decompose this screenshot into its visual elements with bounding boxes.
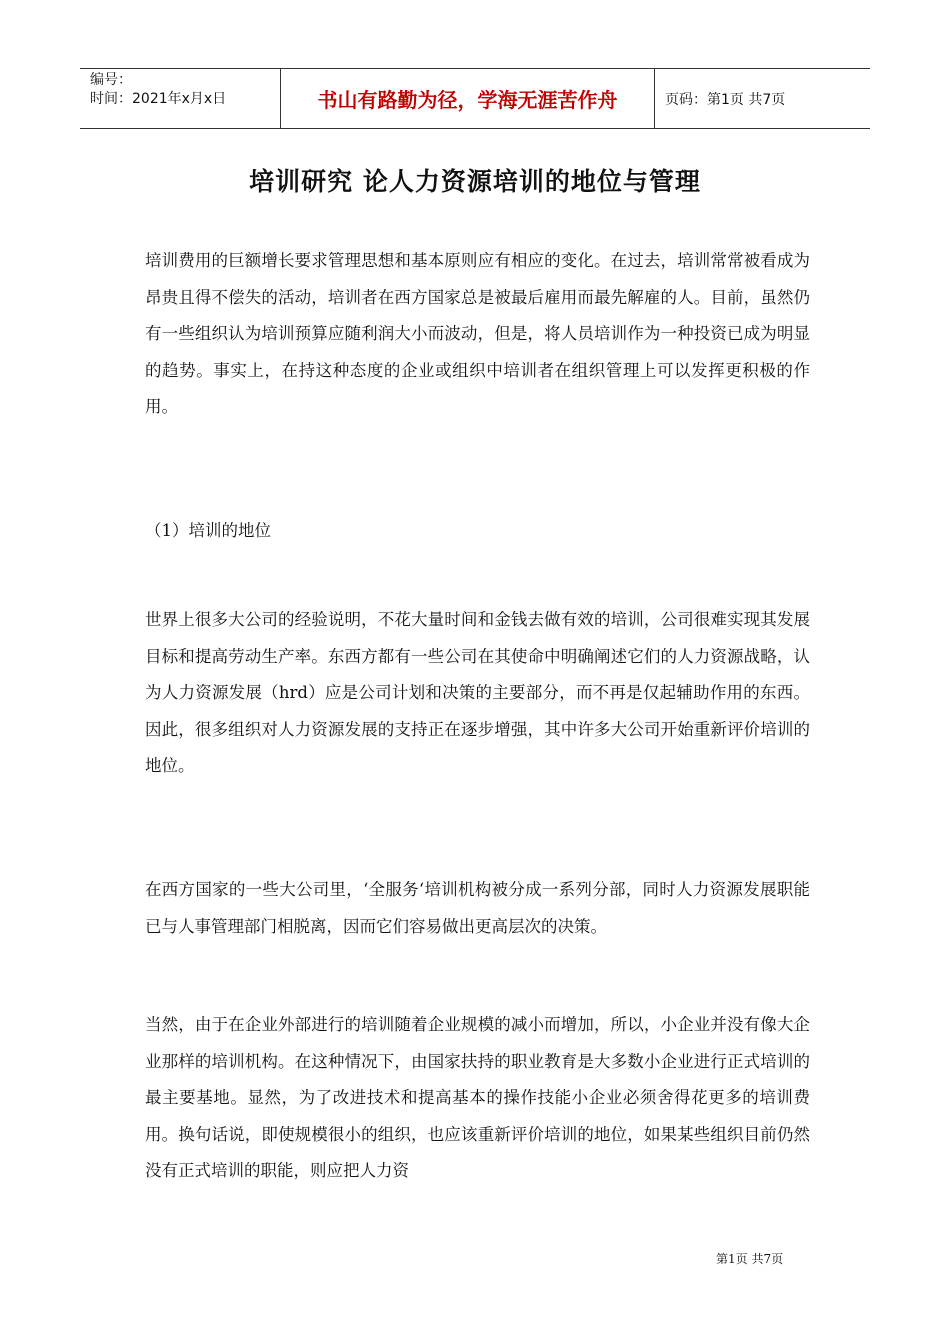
header-motto: 书山有路勤为径，学海无涯苦作舟 bbox=[281, 69, 655, 128]
paragraph-western-companies: 在西方国家的一些大公司里，‘全服务‘培训机构被分成一系列分部，同时人力资源发展职能已与人事管理部门相脱离，因而它们容易做出更高层次的决策。 bbox=[145, 880, 810, 936]
header-meta bbox=[80, 69, 281, 128]
document-number-label: 编号： bbox=[90, 72, 132, 88]
page-footer: 第1页 共7页 bbox=[716, 1252, 784, 1266]
section-heading-status: （1）培训的地位 bbox=[145, 521, 271, 540]
paragraph-small-companies: 当然，由于在企业外部进行的培训随着企业规模的减小而增加，所以，小企业并没有像大企业那样的培训机构。在这种情况下，由国家扶持的职业教育是大多数小企业进行正式培训的最主要基地。显然，为了改进技术和提高基本的操作技能小企业必须舍得花更多的培训费用。换句话说，即使规模很小的组织，也应该重新评价培训的地位，如果某些组织目前仍然没有正式培训的职能，则应把人力资 bbox=[145, 1015, 810, 1181]
header-page-label: 页码：第1页 共7页 bbox=[665, 91, 786, 108]
paragraph-large-companies: 世界上很多大公司的经验说明，不花大量时间和金钱去做有效的培训，公司很难实现其发展目标和提高劳动生产率。东西方都有一些公司在其使命中明确阐述它们的人力资源战略，认为人力资源发展（hrd）应是公司计划和决策的主要部分，而不再是仅起辅助作用的东西。因此，很多组织对人力资源发展的支持正在逐步增强，其中许多大公司开始重新评价培训的地位。 bbox=[145, 610, 810, 776]
document-title: 培训研究 论人力资源培训的地位与管理 bbox=[249, 167, 701, 196]
document-time-label: 时间：2021年x月x日 bbox=[90, 91, 227, 107]
paragraph-intro: 培训费用的巨额增长要求管理思想和基本原则应有相应的变化。在过去，培训常常被看成为昂贵且得不偿失的活动，培训者在西方国家总是被最后雇用而最先解雇的人。目前，虽然仍有一些组织认为培训预算应随利润大小而波动，但是，将人员培训作为一种投资已成为明显的趋势。事实上，在持这种态度的企业或组织中培训者在组织管理上可以发挥更积极的作用。 bbox=[145, 251, 810, 417]
document-header bbox=[80, 68, 870, 129]
